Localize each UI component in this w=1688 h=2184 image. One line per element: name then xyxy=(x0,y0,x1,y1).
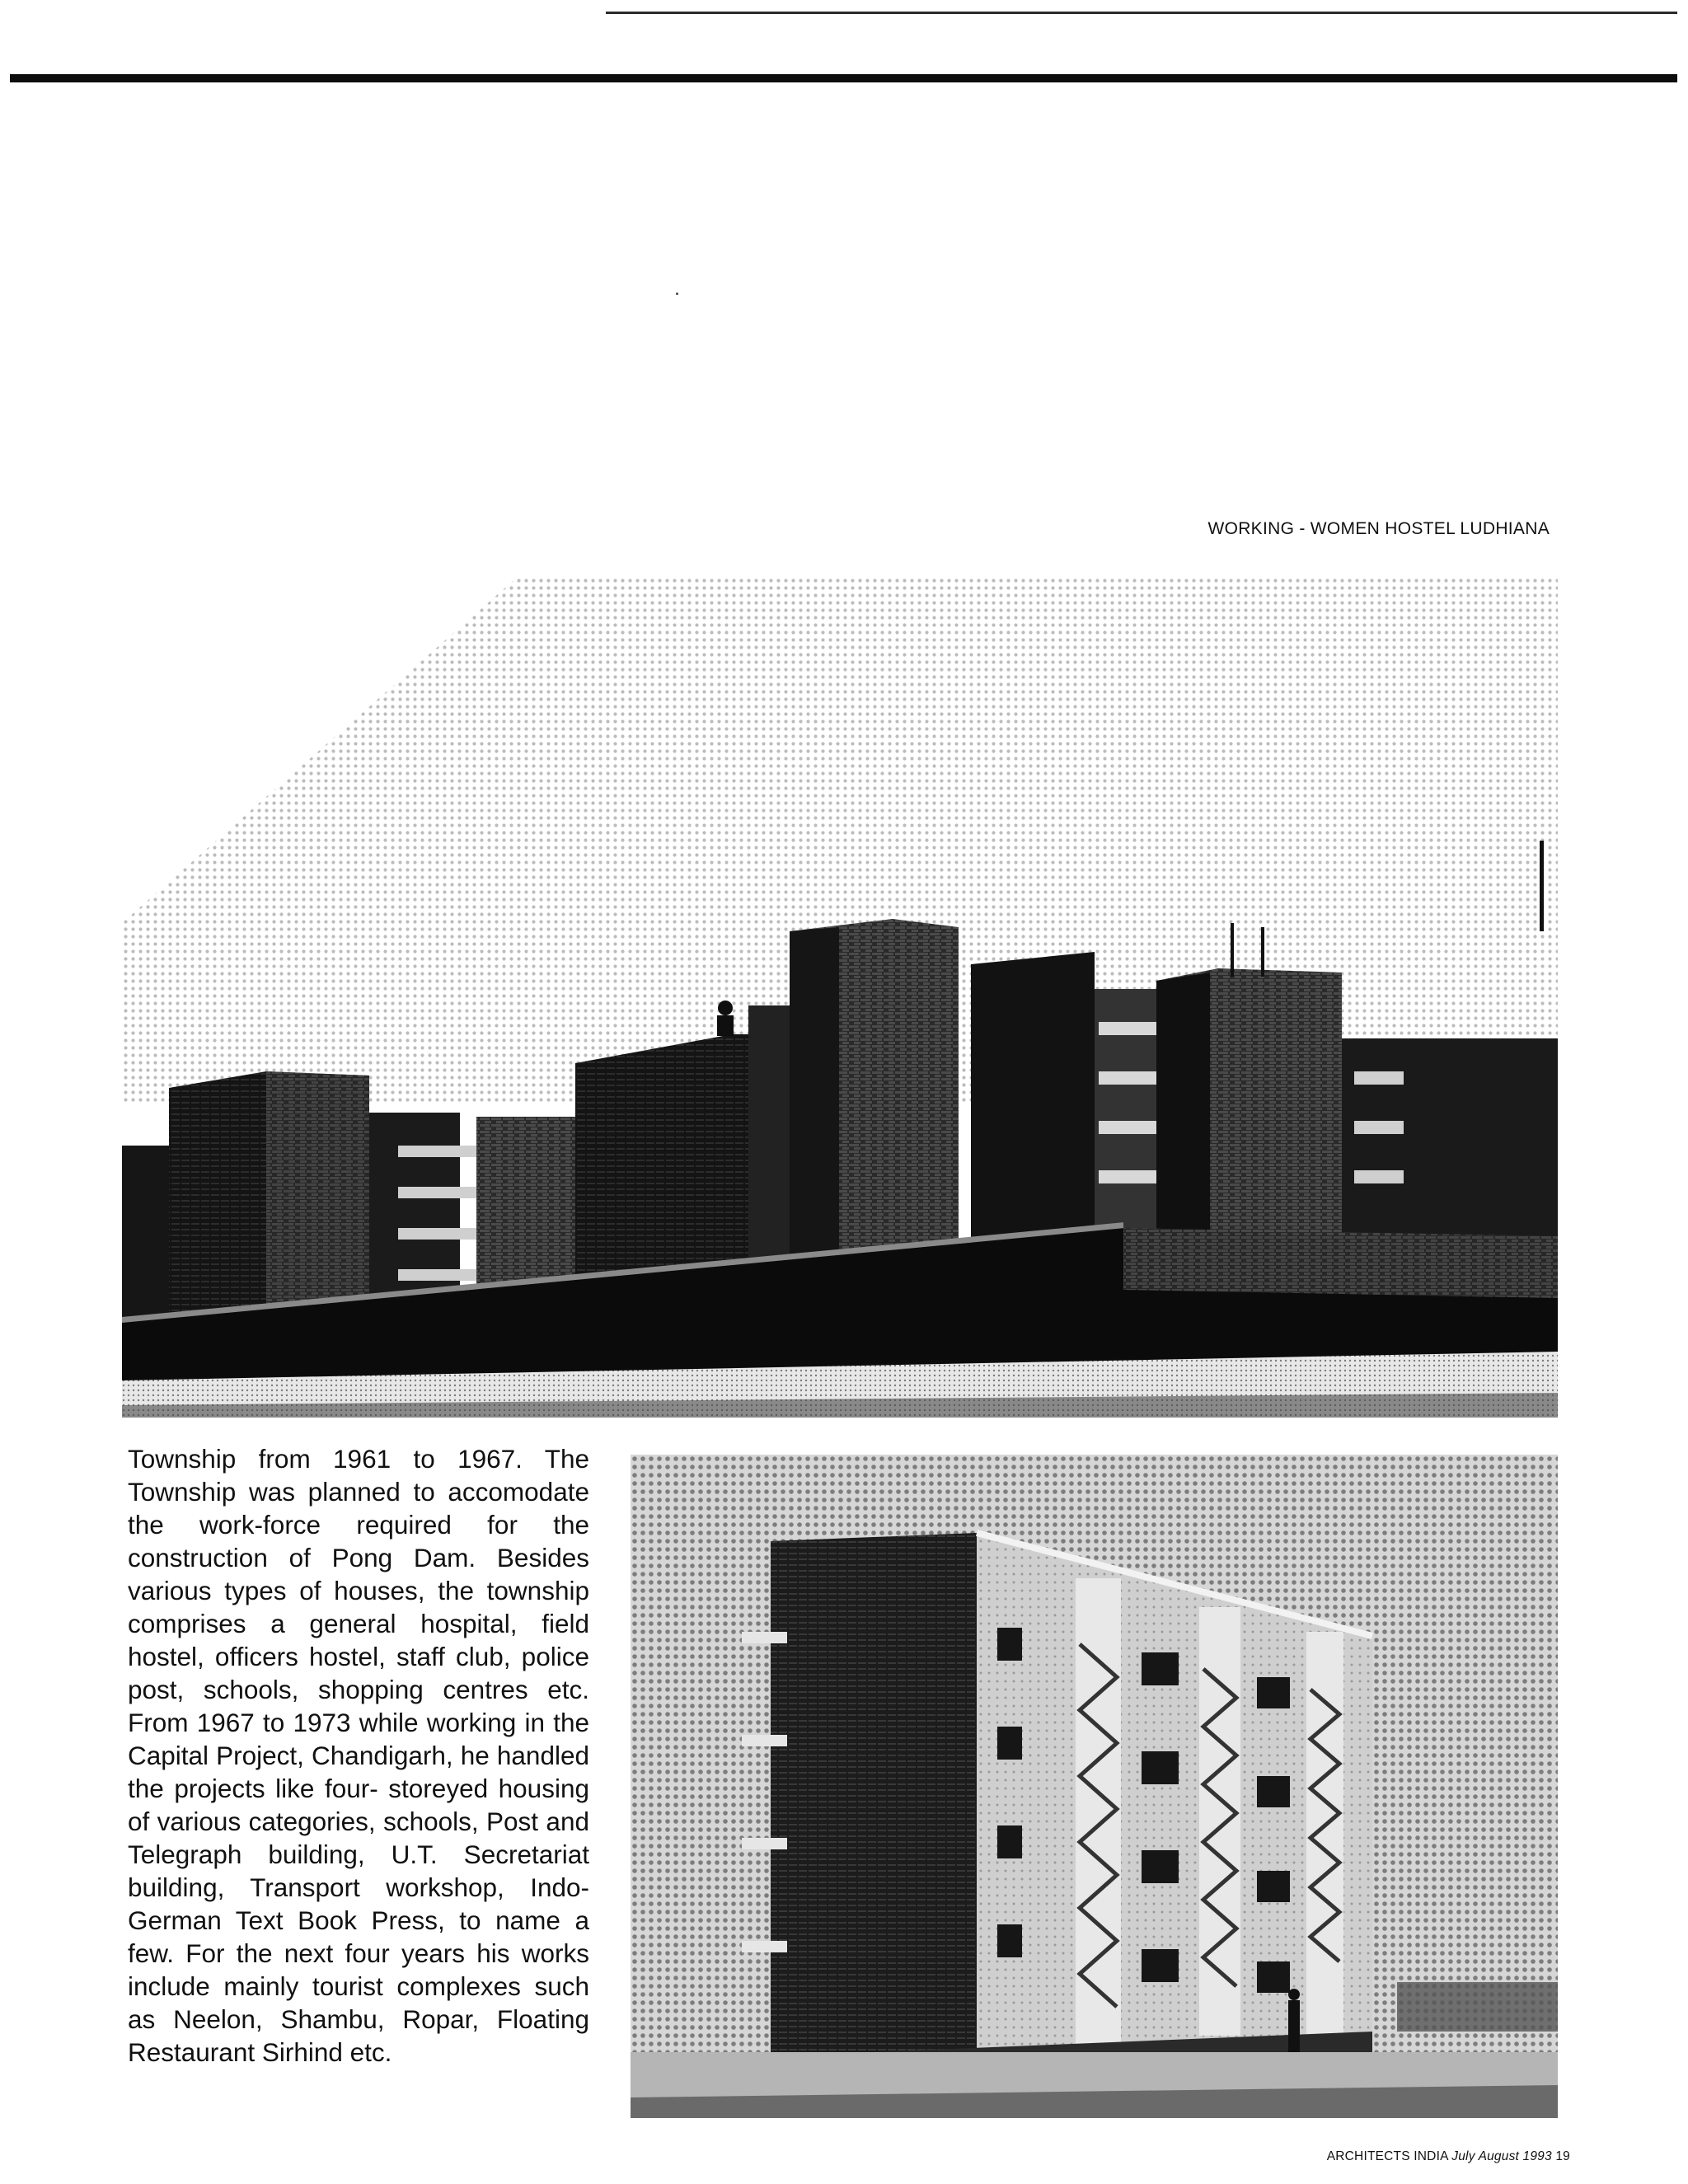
top-thin-rule xyxy=(606,12,1677,14)
article-body-text: Township from 1961 to 1967. The Township was planned to accomodate the work-force required for the construction of Pong Dam. Besides various types of houses, the township comprises a general hospital, field hostel, officers hostel, staff club, police post, schools, shopping centres etc. From 1967 to 1973 while working in the Capital Project, Chandigarh, he handled the projects like four- storeyed housing of various categories, schools, Post and Telegraph building, U.T. Secretariat building, Transport workshop, Indo-German Text Book Press, to name a few. For the next four years his works include mainly tourist complexes such as Neelon, Shambu, Ropar, Floating Restaurant Sirhind etc. xyxy=(128,1444,589,2067)
top-thick-rule xyxy=(10,74,1677,82)
hostel-photo xyxy=(122,577,1558,1418)
footer-publication: ARCHITECTS INDIA xyxy=(1326,2149,1448,2163)
footer-issue: July August 1993 xyxy=(1451,2149,1552,2163)
photo-caption: WORKING - WOMEN HOSTEL LUDHIANA xyxy=(1207,519,1550,538)
print-speck xyxy=(676,293,678,295)
footer-page-number: 19 xyxy=(1555,2149,1570,2163)
page-footer xyxy=(1327,2149,1570,2164)
housing-block-photo xyxy=(631,1455,1558,2118)
